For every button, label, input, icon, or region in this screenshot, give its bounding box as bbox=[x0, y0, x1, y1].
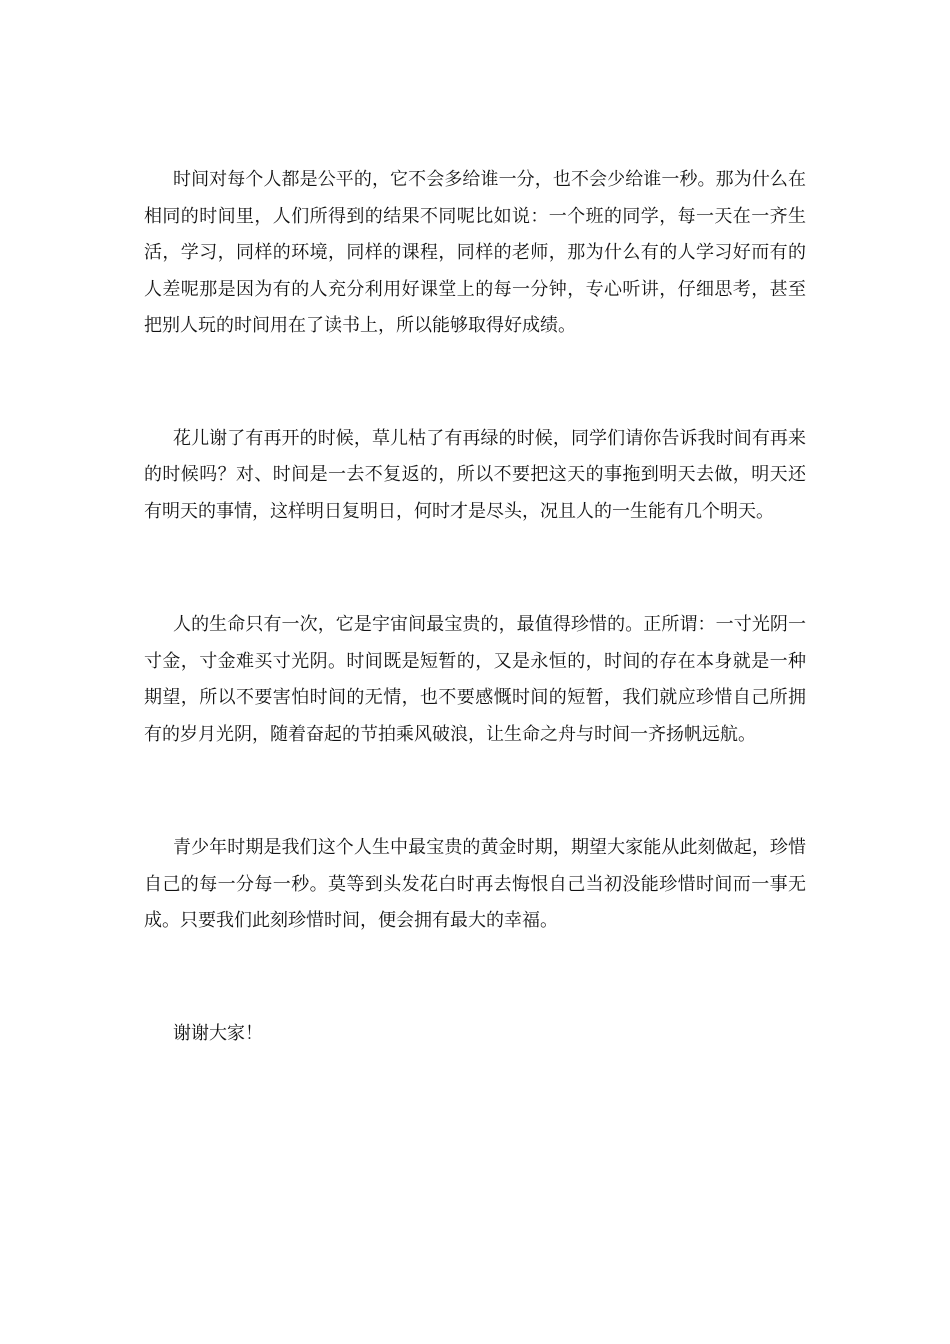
paragraph-1: 时间对每个人都是公平的，它不会多给谁一分，也不会少给谁一秒。那为什么在相同的时间里，人们所得到的结果不同呢比如说：一个班的同学，每一天在一齐生活，学习，同样的环境，同样的课程，同样的老师，那为什么有的人学习好而有的人差呢那是因为有的人充分利用好课堂上的每一分钟，专心听讲，仔细思考，甚至把别人玩的时间用在了读书上，所以能够取得好成绩。 bbox=[144, 169, 806, 336]
paragraph-4: 青少年时期是我们这个人生中最宝贵的黄金时期，期望大家能从此刻做起，珍惜自己的每一分每一秒。莫等到头发花白时再去悔恨自己当初没能珍惜时间而一事无成。只要我们此刻珍惜时间，便会拥有最大的幸福。 bbox=[144, 837, 806, 931]
paragraph-2: 花儿谢了有再开的时候，草儿枯了有再绿的时候，同学们请你告诉我时间有再来的时候吗？对、时间是一去不复返的，所以不要把这天的事拖到明天去做，明天还有明天的事情，这样明日复明日，何时才是尽头，况且人的一生能有几个明天。 bbox=[144, 427, 806, 522]
document-body bbox=[144, 162, 806, 1052]
closing-thanks: 谢谢大家！ bbox=[173, 1022, 263, 1044]
paragraph-3: 人的生命只有一次，它是宇宙间最宝贵的，最值得珍惜的。正所谓：一寸光阴一寸金，寸金难买寸光阴。时间既是短暂的，又是永恒的，时间的存在本身就是一种期望，所以不要害怕时间的无情，也不要感慨时间的短暂，我们就应珍惜自己所拥有的岁月光阴，随着奋起的节拍乘风破浪，让生命之舟与时间一齐扬帆远航。 bbox=[144, 614, 806, 745]
